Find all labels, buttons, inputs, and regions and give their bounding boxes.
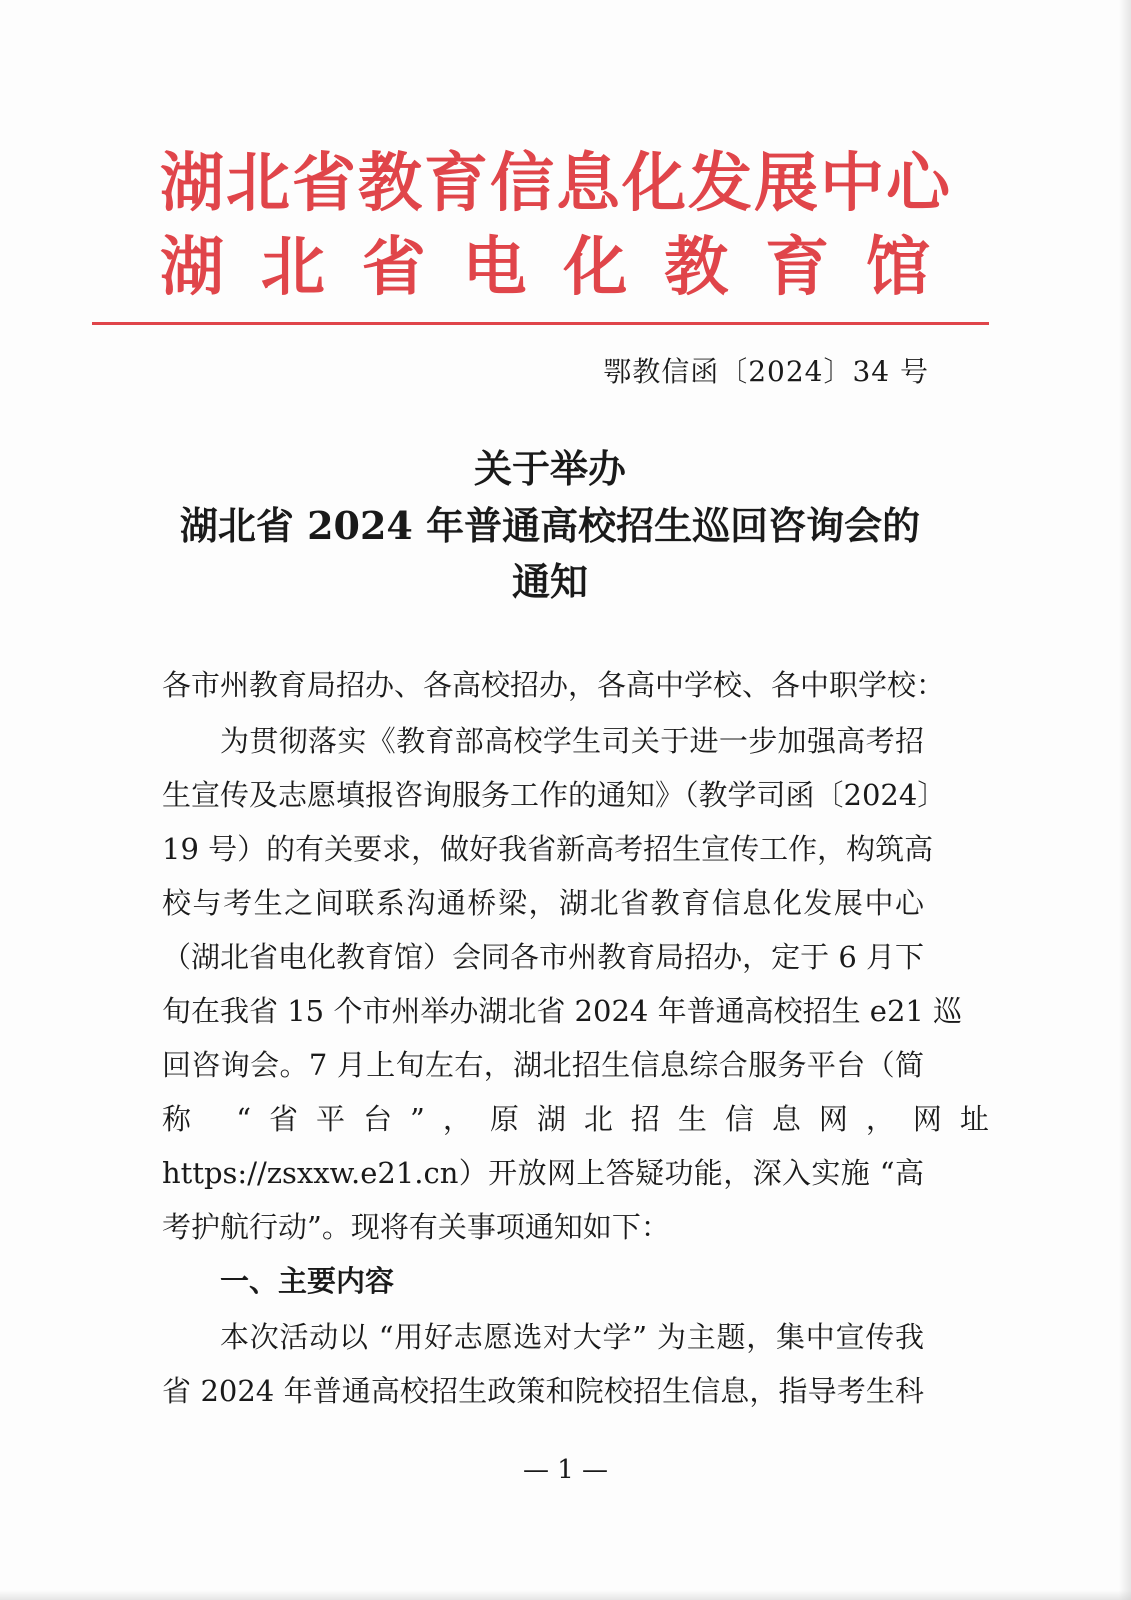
paragraph-line: 旬在我省 15 个市州举办湖北省 2024 年普通高校招生 e21 巡	[162, 994, 963, 1028]
paragraph-line: （湖北省电化教育馆）会同各市州教育局招办，定于 6 月下	[162, 940, 924, 974]
paragraph-line: 本次活动以 “用好志愿选对大学” 为主题，集中宣传我	[220, 1320, 924, 1354]
section-heading: 一、主要内容	[220, 1264, 395, 1298]
paragraph-line: 称 “省平台”，原湖北招生信息网，网址	[162, 1102, 1007, 1136]
issuer-name-2-char: 化	[563, 231, 628, 305]
issuer-name-2-char: 北	[260, 231, 325, 305]
paragraph-line: 为贯彻落实《教育部高校学生司关于进一步加强高考招	[220, 724, 924, 758]
paragraph-line: 考护航行动”。现将有关事项通知如下：	[162, 1210, 670, 1244]
notice-title-line-2: 湖北省 2024 年普通高校招生巡回咨询会的	[179, 503, 921, 548]
notice-title-line-3: 通知	[511, 559, 588, 604]
paragraph-line: https://zsxxw.e21.cn）开放网上答疑功能，深入实施 “高	[162, 1156, 924, 1190]
scan-edge-shadow	[0, 1590, 1131, 1600]
paragraph-line: 生宣传及志愿填报咨询服务工作的通知》（教学司函〔2024〕	[162, 778, 947, 812]
red-header-divider	[92, 322, 989, 325]
issuer-name-2-char: 电	[462, 231, 527, 305]
scan-edge-shadow	[1119, 0, 1131, 1600]
issuer-name-2-char: 省	[361, 231, 426, 305]
paragraph-line: 19 号）的有关要求，做好我省新高考招生宣传工作，构筑高	[162, 832, 934, 866]
issuer-name-2-char: 湖	[160, 231, 224, 305]
paragraph-line: 回咨询会。7 月上旬左右，湖北招生信息综合服务平台（简	[162, 1048, 924, 1082]
page-number: — 1 —	[522, 1455, 609, 1485]
addressee-line: 各市州教育局招办、各高校招办，各高中学校、各中职学校：	[162, 668, 946, 702]
issuer-name-2-char: 育	[765, 231, 830, 305]
paragraph-line: 校与考生之间联系沟通桥梁，湖北省教育信息化发展中心	[162, 886, 924, 920]
issuer-name-1: 湖北省教育信息化发展中心	[160, 147, 952, 221]
notice-title-line-1: 关于举办	[473, 446, 626, 491]
paragraph-line: 省 2024 年普通高校招生政策和院校招生信息，指导考生科	[162, 1374, 924, 1408]
issuer-name-2-char: 教	[664, 231, 729, 305]
issuer-name-2	[160, 230, 930, 306]
issuer-name-2-char: 馆	[865, 231, 930, 305]
document-number: 鄂教信函〔2024〕34 号	[603, 355, 929, 388]
